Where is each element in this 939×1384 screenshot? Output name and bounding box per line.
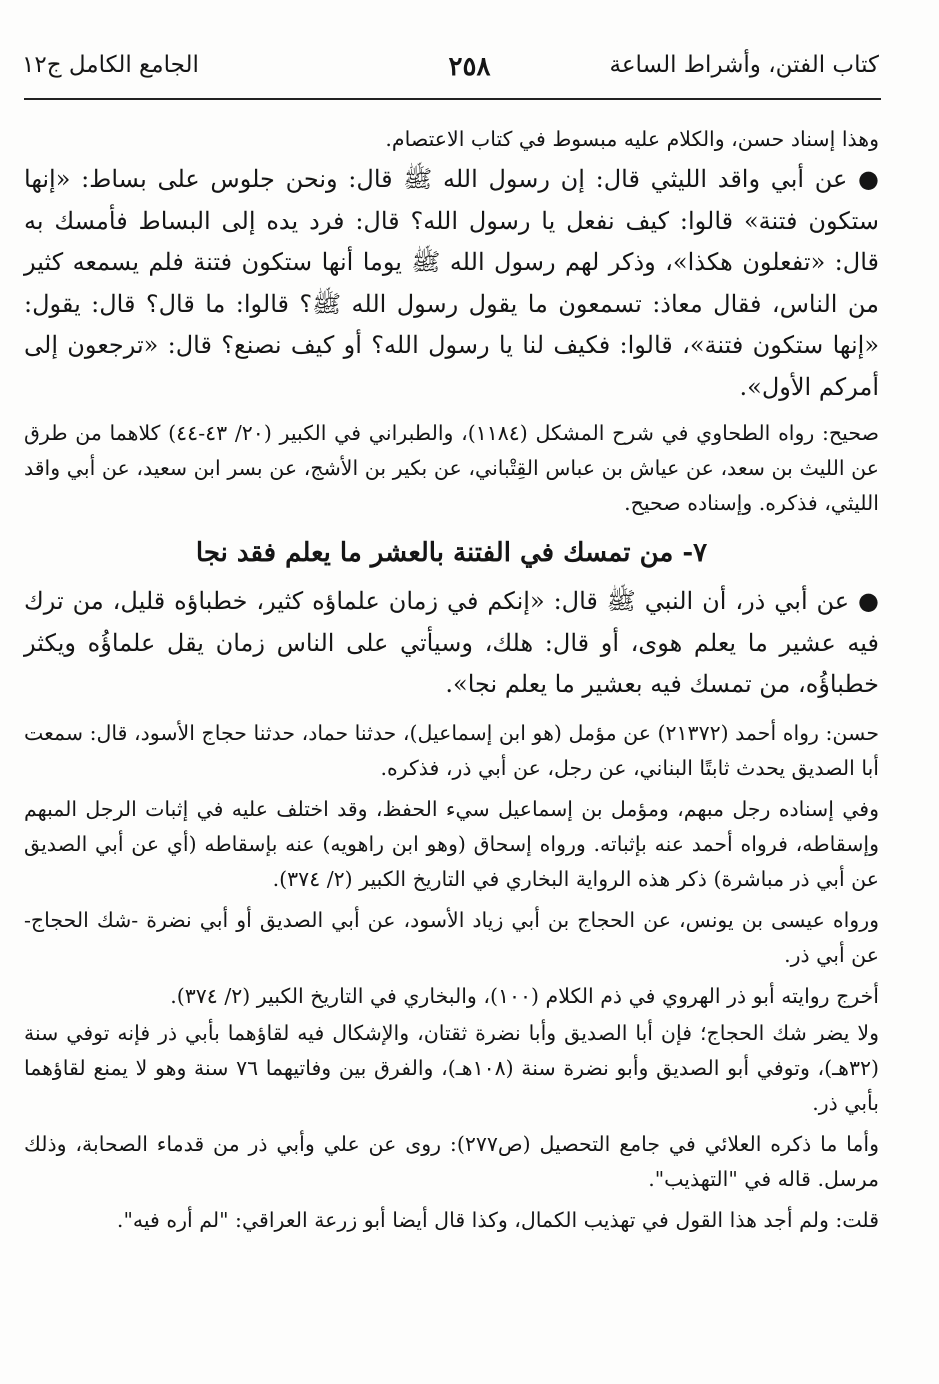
paragraph-qultu: قلت: ولم أجد هذا القول في تهذيب الكمال، وكذا قال أيضا أبو زرعة العراقي: "لم أره فيه". (116, 1207, 879, 1232)
hadith-abu-waqid: ● عن أبي واقد الليثي قال: إن رسول الله ﷺ قال: ونحن جلوس على بساط: «إنها ستكون فتنة» قالوا: كيف نفعل يا رسول الله؟ قال: فرد يده إلى البساط فأمسك به قال: «تفعلون هكذا»، وذكر لهم رسول الله ﷺ يوما أنها ستكون فتنة فلم يسمعه كثير من الناس، فقال معاذ: تسمعون ما يقول رسول الله ﷺ؟ قالوا: ما قال؟ قال: يقول: «إنها ستكون فتنة»، قالوا: فكيف لنا يا رسول الله؟ أو كيف نصنع؟ قال: «ترجعون إلى أمركم الأول». (24, 165, 880, 401)
page-number: ٢٥٨ (448, 52, 491, 82)
header-rule (24, 98, 881, 100)
paragraph-isa-riwaya: ورواه عيسى بن يونس، عن الحجاج بن أبي زياد الأسود، عن أبي الصديق أو أبي نضرة -شك الحجاج- عن أبي ذر. (24, 907, 879, 967)
hadith-abu-dharr: ● عن أبي ذر، أن النبي ﷺ قال: «إنكم في زمان علماؤه كثير، خطباؤه قليل، من ترك فيه عشير ما يعلم هوى، أو قال: هلك، وسيأتي على الناس زمان يقل علماؤُه ويكثر خطباؤُه، من تمسك فيه بعشير ما يعلم نجا». (24, 587, 879, 698)
section-heading: ٧- من تمسك في الفتنة بالعشر ما يعلم فقد نجا (195, 538, 708, 568)
page-body (24, 122, 879, 1238)
paragraph-alai: وأما ما ذكره العلائي في جامع التحصيل (ص٢٧٧): روى عن علي وأبي ذر من قدماء الصحابة، وذلك مرسل. قاله في "التهذيب". (24, 1131, 879, 1191)
takhrij-abu-waqid: صحيح: رواه الطحاوي في شرح المشكل (١١٨٤)، والطبراني في الكبير (٢٠/ ٤٣-٤٤) كلاهما من طرق عن الليث بن سعد، عن عياش بن عباس القِتْباني، عن بكير بن الأشج، عن بسر ابن سعيد، عن أبي واقد الليثي، فذكره. وإسناده صحيح. (24, 421, 879, 515)
paragraph-isnad-discussion: وفي إسناده رجل مبهم، ومؤمل بن إسماعيل سيء الحفظ، وقد اختلف عليه في إثبات الرجل المبهم وإسقاطه، فرواه أحمد عنه بإثباته. ورواه إسحاق (وهو ابن راهويه) عنه بإسقاطه (أي عن أبي الصديق عن أبي ذر مباشرة) ذكر هذه الرواية البخاري في التاريخ الكبير (٢/ ٣٧٤). (24, 796, 879, 891)
book-title: الجامع الكامل ج١٢ (22, 52, 199, 78)
paragraph-hajjaj-doubt: ولا يضر شك الحجاج؛ فإن أبا الصديق وأبا نضرة ثقتان، والإشكال فيه لقاؤهما بأبي ذر فإنه توفي سنة (٣٢هـ)، وتوفي أبو الصديق وأبو نضرة سنة (١٠٨هـ)، والفرق بين وفاتيهما ٧٦ سنة وهو لا يمنع لقاؤهما بأبي ذر. (24, 1020, 879, 1115)
chapter-title: كتاب الفتن، وأشراط الساعة (609, 52, 879, 78)
paragraph-harawi: أخرج روايته أبو ذر الهروي في ذم الكلام (١٠٠)، والبخاري في التاريخ الكبير (٢/ ٣٧٤). (170, 983, 879, 1008)
takhrij-ahmad: حسن: رواه أحمد (٢١٣٧٢) عن مؤمل (هو ابن إسماعيل)، حدثنا حماد، حدثنا حجاج الأسود، قال: سمعت أبا الصديق يحدث ثابتًا البناني، عن رجل، عن أبي ذر، فذكره. (24, 720, 879, 780)
running-header (0, 52, 939, 100)
paragraph-isnad-note: وهذا إسناد حسن، والكلام عليه مبسوط في كتاب الاعتصام. (385, 127, 879, 151)
